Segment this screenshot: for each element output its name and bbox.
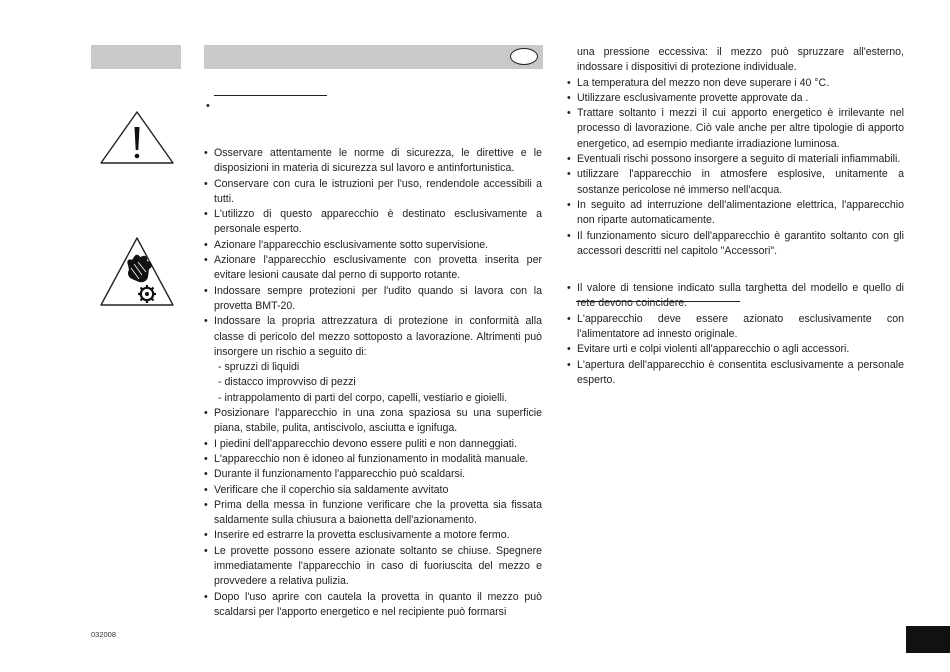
list-item: • Le provette possono essere azionate soltanto se chiuse. Spegnere immediatamente l'apparecchio in caso di fuoriuscita del mezzo e provvedere a relativa pulizia. — [204, 544, 542, 590]
list-item: • Il valore di tensione indicato sulla targhetta del modello e quello di rete devono coincidere. — [567, 281, 904, 312]
safety-list-left — [204, 146, 542, 620]
list-item: • Conservare con cura le istruzioni per l'uso, rendendole accessibili a tutti. — [204, 177, 542, 208]
list-item: • Eventuali rischi possono insorgere a seguito di materiali infiammabili. — [567, 152, 904, 167]
page-tab-marker — [906, 626, 950, 653]
section-header-bar — [204, 45, 543, 69]
list-item: • Dopo l'uso aprire con cautela la provetta in quanto il mezzo può scaldarsi per l'apporto energetico e nel recipiente può formarsi — [204, 590, 542, 621]
list-item: • L'utilizzo di questo apparecchio è destinato esclusivamente a personale esperto. — [204, 207, 542, 238]
list-subitem: - distacco improvviso di pezzi — [218, 376, 356, 389]
empty-bullet: • — [206, 100, 210, 112]
list-item: • Posizionare l'apparecchio in una zona spaziosa su una superficie piana, stabile, pulita, antiscivolo, asciutta e ignifuga. — [204, 406, 542, 437]
list-item: • Prima della messa in funzione verificare che la provetta sia fissata saldamente sulla chiusura a baionetta dell'azionamento. — [204, 498, 542, 529]
heading-underline — [214, 95, 327, 96]
list-item: • Il funzionamento sicuro dell'apparecchio è garantito soltanto con gli accessori descritti nel capitolo "Accessori". — [567, 229, 904, 260]
list-item: • Utilizzare esclusivamente provette approvate da . — [567, 91, 904, 106]
list-item: • I piedini dell'apparecchio devono essere puliti e non danneggiati. — [204, 437, 542, 452]
section-bar-left — [91, 45, 181, 69]
list-item: • In seguito ad interruzione dell'alimentazione elettrica, l'apparecchio non riparte automaticamente. — [567, 198, 904, 229]
section-gap — [567, 259, 904, 281]
list-subitem: - spruzzi di liquidi — [218, 361, 300, 374]
safety-list-right — [567, 45, 904, 388]
document-code: 032008 — [91, 630, 117, 639]
list-subitem: - intrappolamento di parti del corpo, capelli, vestiario e gioielli. — [218, 391, 508, 404]
list-item: una pressione eccessiva: il mezzo può spruzzare all'esterno, indossare i dispositivi di protezione individuale. — [577, 46, 904, 74]
list-item: • L'apparecchio non è idoneo al funzionamento in modalità manuale. — [204, 452, 542, 467]
safety-instructions-right-column — [567, 45, 904, 388]
warning-triangle-icon — [98, 108, 176, 166]
list-item: • Trattare soltanto i mezzi il cui apporto energetico è irrilevante nel processo di lavorazione. Ciò vale anche per altre tipologie di apporto energetico, ad esempio mediante irradiazione luminosa. — [567, 106, 904, 152]
list-item: • Verificare che il coperchio sia saldamente avvitato — [204, 483, 542, 498]
list-item: • L'apertura dell'apparecchio è consentita esclusivamente a personale esperto. — [567, 358, 904, 389]
list-item: • Indossare la propria attrezzatura di protezione in conformità alla classe di pericolo del mezzo sottoposto a lavorazione. Altrimenti può insorgere un rischio a seguito di: — [204, 314, 542, 360]
list-item: • Azionare l'apparecchio esclusivamente sotto supervisione. — [204, 238, 542, 253]
language-badge — [510, 48, 538, 65]
safety-instructions-left-column — [204, 146, 542, 620]
list-item: • utilizzare l'apparecchio in atmosfere esplosive, unitamente a sostanze pericolose né immerso nell'acqua. — [567, 167, 904, 198]
rotating-part-hand-hazard-icon — [98, 235, 176, 309]
list-item: • Osservare attentamente le norme di sicurezza, le direttive e le disposizioni in materia di sicurezza sul lavoro e antinfortunistica. — [204, 146, 542, 177]
list-item: • L'apparecchio deve essere azionato esclusivamente con l'alimentatore ad innesto originale. — [567, 312, 904, 343]
list-item: • Azionare l'apparecchio esclusivamente con provetta inserita per evitare lesioni causate dal perno di supporto rotante. — [204, 253, 542, 284]
list-item: • Durante il funzionamento l'apparecchio può scaldarsi. — [204, 467, 542, 482]
list-item: • Evitare urti e colpi violenti all'apparecchio o agli accessori. — [567, 342, 904, 357]
list-item: • La temperatura del mezzo non deve superare i 40 °C. — [567, 76, 904, 91]
list-item: • Inserire ed estrarre la provetta esclusivamente a motore fermo. — [204, 528, 542, 543]
list-item: • Indossare sempre protezioni per l'udito quando si lavora con la provetta BMT-20. — [204, 284, 542, 315]
